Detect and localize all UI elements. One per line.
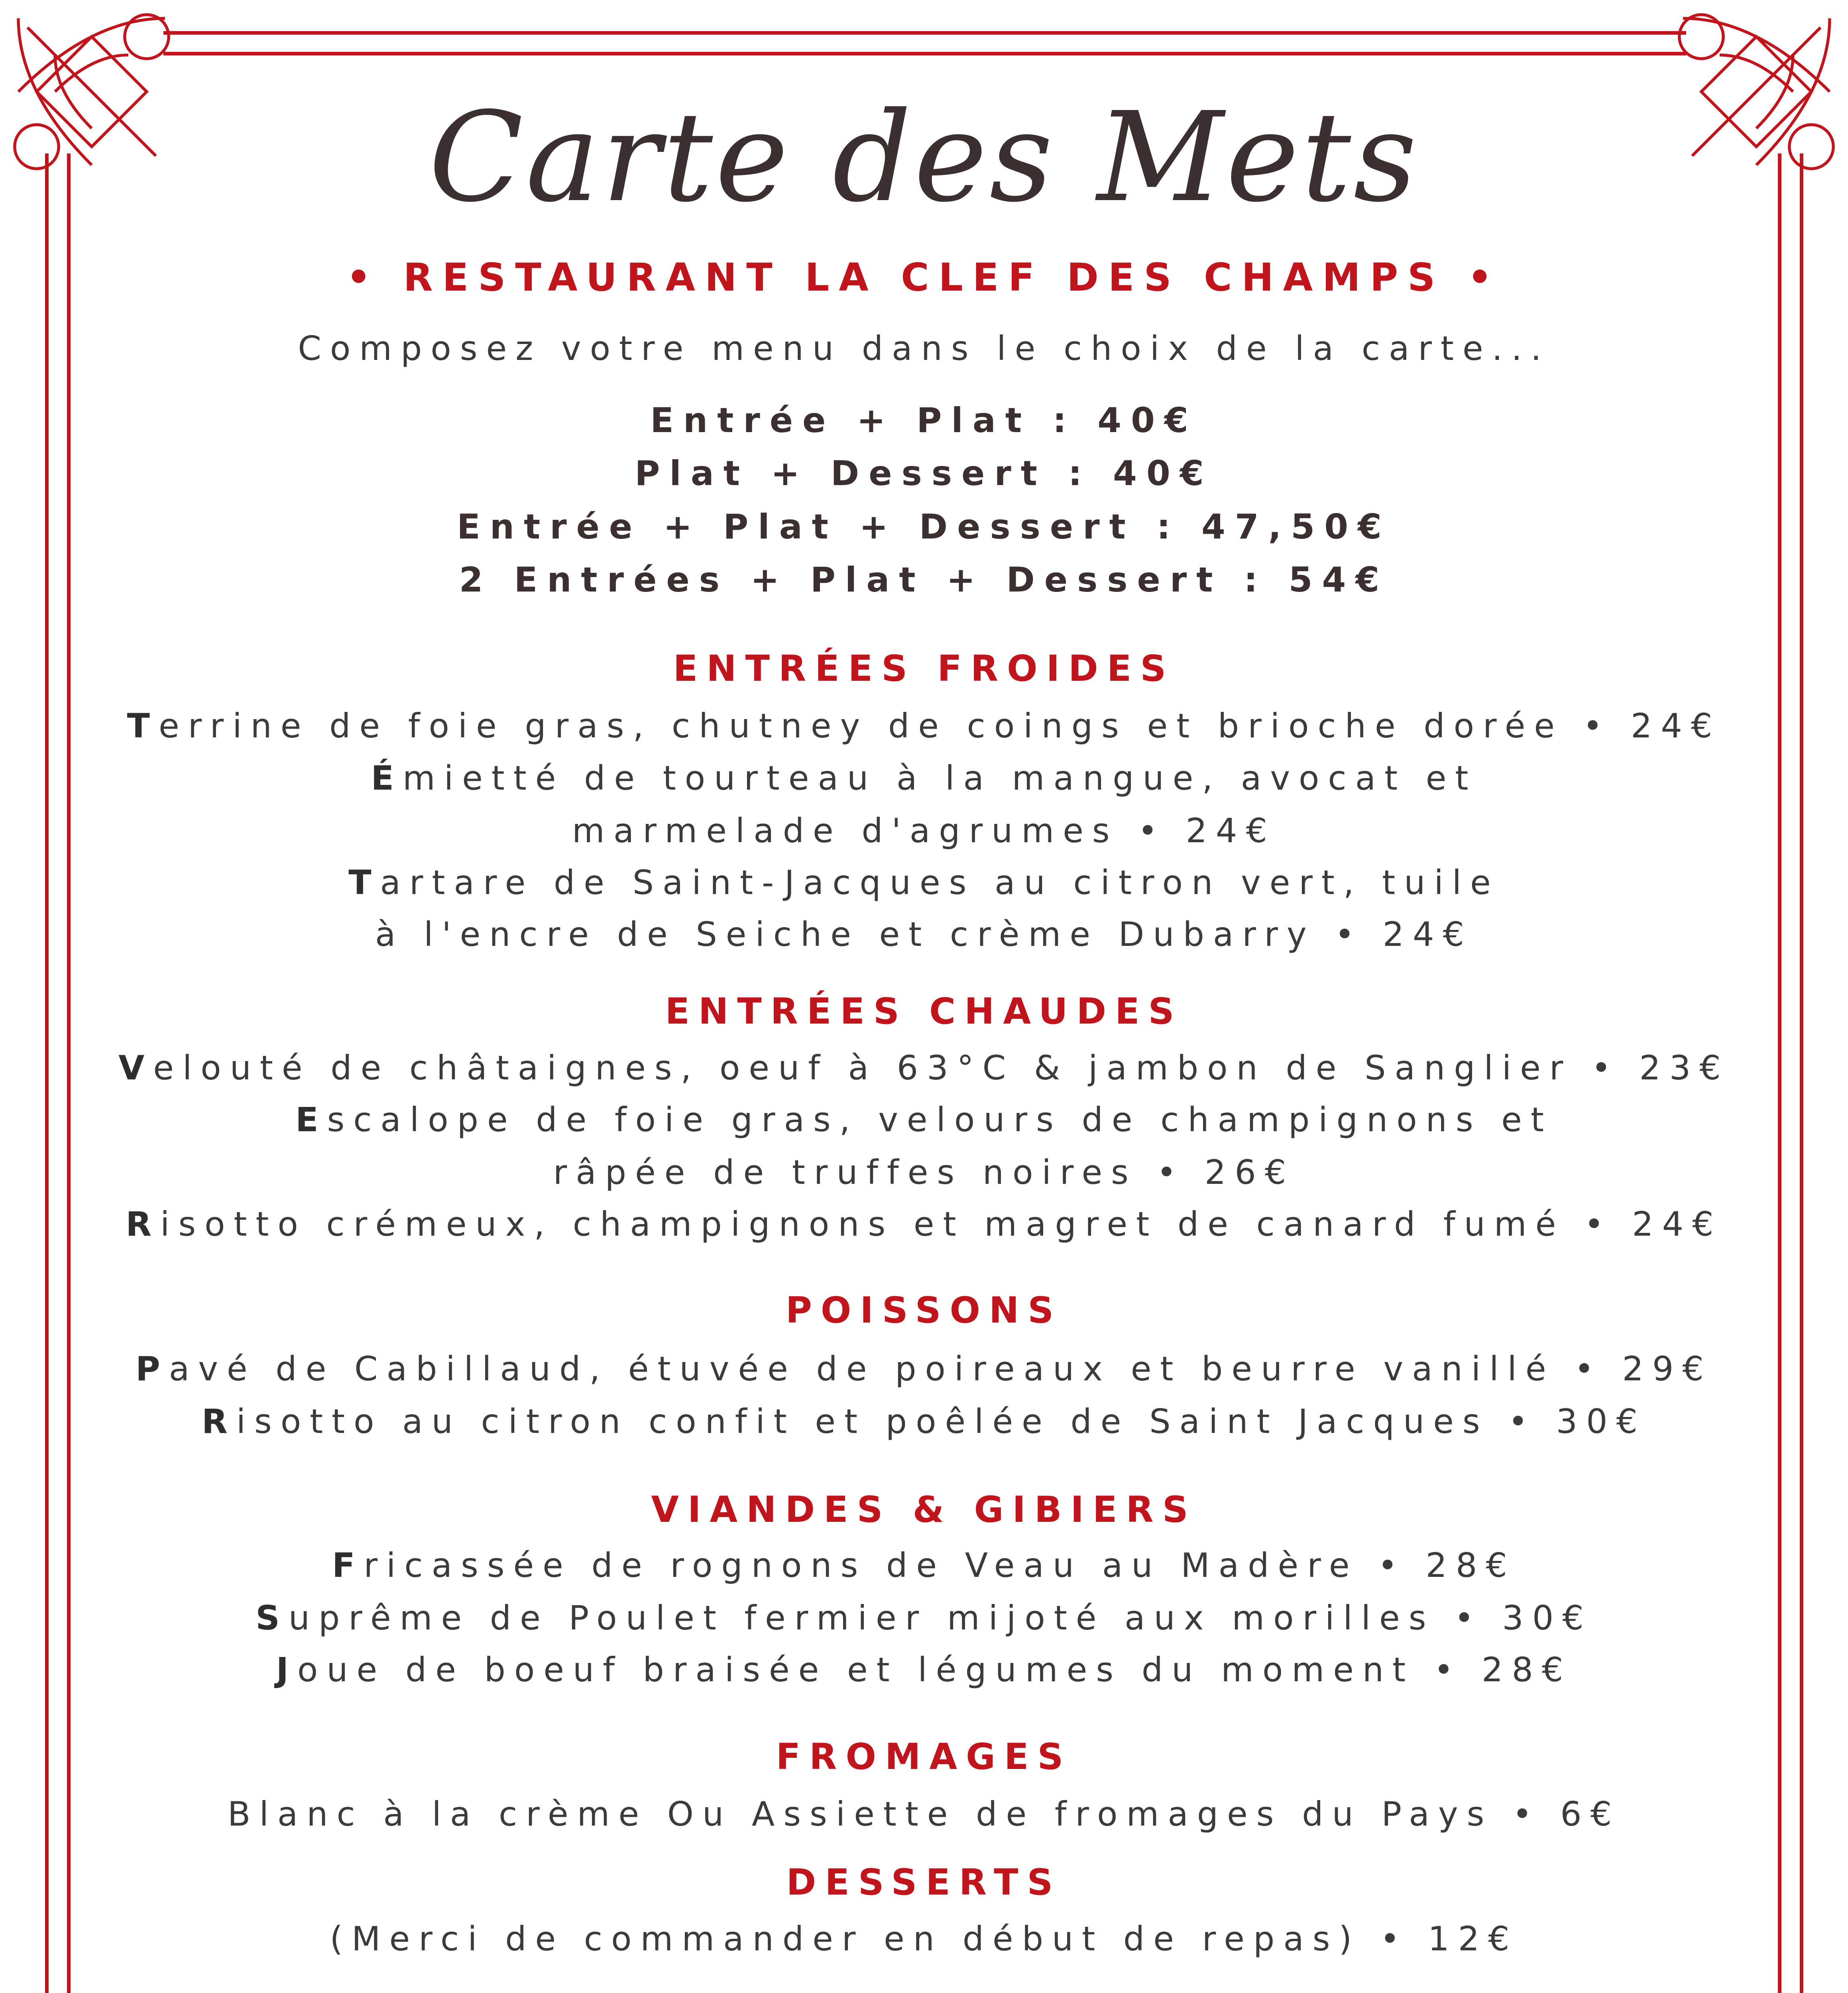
item-text: oue de boeuf braisée et légumes du moment • 28€: [297, 1650, 1572, 1689]
restaurant-name: • RESTAURANT LA CLEF DES CHAMPS •: [346, 255, 1502, 300]
item-text: râpée de truffes noires • 26€: [553, 1153, 1295, 1192]
menu-item: [0, 811, 1848, 850]
tagline: Composez votre menu dans le choix de la carte...: [298, 329, 1550, 368]
item-text: à l'encre de Seiche et crème Dubarry • 24€: [375, 915, 1473, 954]
menu-item: [0, 1205, 1848, 1244]
menu-item: [0, 1100, 1848, 1139]
item-text: (Merci de commander en début de repas) • 12€: [330, 1919, 1518, 1958]
menu-item: [0, 1349, 1848, 1388]
item-text: Blanc à la crème Ou Assiette de fromages du Pays • 6€: [227, 1794, 1621, 1834]
section-title-entrees-chaudes: ENTRÉES CHAUDES: [665, 991, 1183, 1032]
formula-line: Plat + Dessert : 40€: [635, 454, 1213, 493]
menu-item: [0, 759, 1848, 798]
item-initial: V: [118, 1048, 153, 1087]
page-title: Carte des Mets: [429, 86, 1419, 230]
item-initial: É: [371, 759, 403, 798]
frame-top-rule: [163, 31, 1686, 35]
menu-item: [0, 1598, 1848, 1637]
item-initial: E: [295, 1100, 327, 1139]
item-text: elouté de châtaignes, oeuf à 63°C & jambon de Sanglier • 23€: [153, 1048, 1730, 1087]
section-title-fromages: FROMAGES: [776, 1736, 1072, 1778]
menu-item: [0, 706, 1848, 745]
menu-item: [0, 1650, 1848, 1689]
menu-item: [0, 1794, 1848, 1834]
item-text: isotto au citron confit et poêlée de Saint Jacques • 30€: [236, 1402, 1646, 1441]
menu-item: [0, 915, 1848, 954]
item-text: isotto crémeux, champignons et magret de canard fumé • 24€: [160, 1205, 1722, 1244]
menu-item: [0, 1048, 1848, 1087]
frame-top-rule-inner: [163, 52, 1686, 55]
item-initial: R: [126, 1205, 161, 1244]
item-initial: R: [202, 1402, 236, 1441]
formula-line: 2 Entrées + Plat + Dessert : 54€: [459, 560, 1389, 600]
formula-line: Entrée + Plat : 40€: [650, 401, 1198, 440]
item-text: mietté de tourteau à la mangue, avocat et: [403, 759, 1477, 798]
menu-item: [0, 1153, 1848, 1192]
menu-item: [0, 863, 1848, 902]
item-initial: T: [348, 863, 380, 902]
item-initial: T: [127, 706, 159, 745]
formula-line: Entrée + Plat + Dessert : 47,50€: [457, 507, 1391, 547]
section-title-desserts: DESSERTS: [786, 1861, 1062, 1903]
section-title-entrees-froides: ENTRÉES FROIDES: [673, 648, 1175, 690]
item-initial: S: [256, 1598, 289, 1637]
item-text: marmelade d'agrumes • 24€: [572, 811, 1276, 850]
menu-item: [0, 1919, 1848, 1958]
item-initial: F: [332, 1546, 364, 1585]
item-text: ricassée de rognons de Veau au Madère • 28€: [364, 1546, 1516, 1585]
menu-item: [0, 1402, 1848, 1441]
item-initial: J: [276, 1650, 297, 1689]
menu-item: [0, 1546, 1848, 1585]
item-text: errine de foie gras, chutney de coings et brioche dorée • 24€: [158, 706, 1721, 745]
item-initial: P: [136, 1349, 169, 1388]
item-text: artare de Saint-Jacques au citron vert, tuile: [380, 863, 1500, 902]
item-text: avé de Cabillaud, étuvée de poireaux et beurre vanillé • 29€: [169, 1349, 1712, 1388]
item-text: uprême de Poulet fermier mijoté aux morilles • 30€: [288, 1598, 1592, 1637]
section-title-poissons: POISSONS: [785, 1289, 1063, 1331]
section-title-viandes-gibiers: VIANDES & GIBIERS: [651, 1489, 1197, 1531]
item-text: scalope de foie gras, velours de champignons et: [327, 1100, 1553, 1139]
